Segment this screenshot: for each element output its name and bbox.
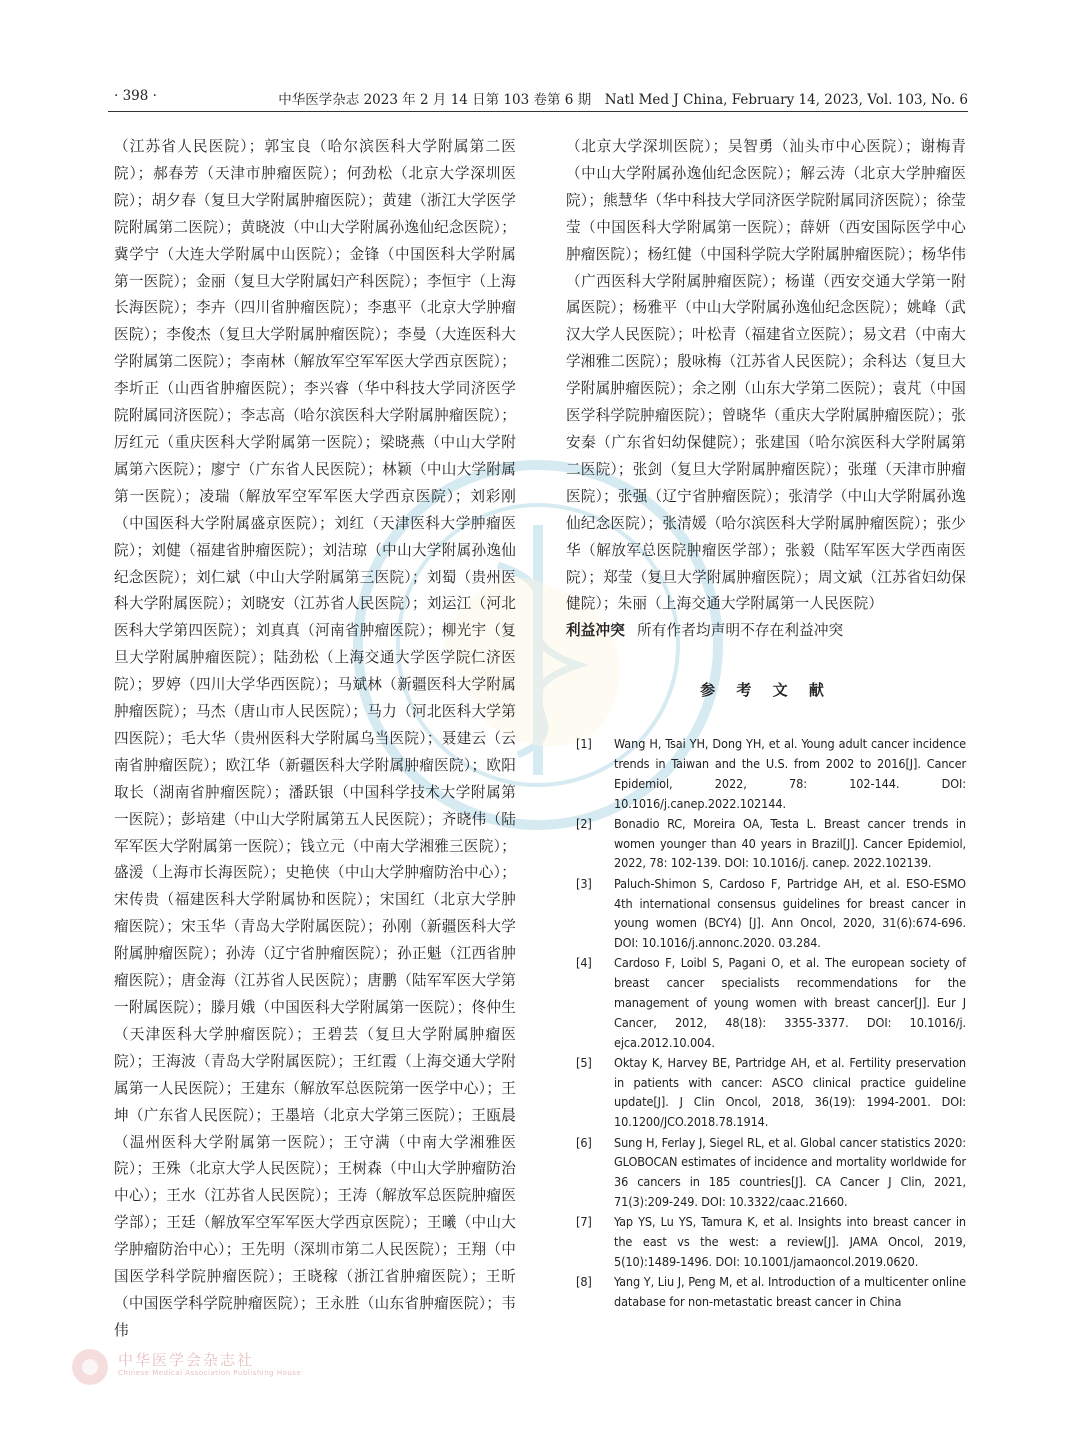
reference-text: Yang Y, Liu J, Peng M, et al. Introduction of a multicenter online database for non-metastatic breast cancer in China (614, 1274, 966, 1309)
reference-item (566, 734, 966, 813)
reference-item (566, 1272, 966, 1312)
reference-item (566, 1053, 966, 1132)
header-rule (108, 111, 968, 112)
reference-text: Yap YS, Lu YS, Tamura K, et al. Insights into breast cancer in the east vs the west: a review[J]. JAMA Oncol, 2019, 5(10):1489-1496. DOI: 10.1001/jamaoncol.2019.0620. (614, 1214, 966, 1269)
page-header (108, 86, 968, 110)
reference-number: [8] (576, 1274, 592, 1290)
running-title: 中华医学杂志 2023 年 2 月 14 日第 103 卷第 6 期 Natl Med J China, February 14, 2023, Vol. 103, No. 6 (278, 92, 968, 108)
reference-number: [6] (576, 1134, 592, 1150)
references-title: 参 考 文 献 (700, 681, 832, 700)
reference-item (566, 814, 966, 873)
publisher-footer (70, 1347, 490, 1387)
reference-item (566, 1133, 966, 1212)
reference-text: Bonadio RC, Moreira OA, Testa L. Breast cancer trends in women younger than 40 years in Brazil[J]. Cancer Epidemiol, 2022, 78: 102-139. DOI: 10.1016/j. canep. 2022.102139. (614, 815, 966, 871)
reference-number: [7] (576, 1214, 592, 1230)
reference-text: Oktay K, Harvey BE, Partridge AH, et al. Fertility preservation in patients with cancer: ASCO clinical practice guideline update[J]. J Clin Oncol, 2018, 36(19): 1994-2001. DOI: 10.1200/JCO.2018.78.1914. (614, 1054, 966, 1130)
reference-list (566, 734, 966, 1312)
reference-number: [2] (576, 815, 592, 831)
reference-number: [1] (576, 736, 592, 752)
publisher-english-name: Chinese Medical Association Publishing House (118, 1369, 302, 1377)
contributor-list-right: （北京大学深圳医院）；吴智勇（汕头市中心医院）；谢梅青（中山大学附属孙逸仙纪念医院）；解云涛（北京大学肿瘤医院）；熊慧华（华中科技大学同济医学院附属同济医院）；徐莹莹（中国医科大学附属第一医院）；薛妍（西安国际医学中心肿瘤医院）；杨红健（中国科学院大学附属肿瘤医院）；杨华伟（广西医科大学附属肿瘤医院）；杨谨（西安交通大学第一附属医院）；杨雅平（中山大学附属孙逸仙纪念医院）；姚峰（武汉大学人民医院）；叶松青（福建省立医院）；易文君（中南大学湘雅二医院）；殷咏梅（江苏省人民医院）；余科达（复旦大学附属肿瘤医院）；余之刚（山东大学第二医院）；袁芃（中国医学科学院肿瘤医院）；曾晓华（重庆大学附属肿瘤医院）；张安秦（广东省妇幼保健院）；张建国（哈尔滨医科大学附属第二医院）；张剑（复旦大学附属肿瘤医院）；张瑾（天津市肿瘤医院）；张强（辽宁省肿瘤医院）；张清学（中山大学附属孙逸仙纪念医院）；张清媛（哈尔滨医科大学附属肿瘤医院）；张少华（解放军总医院肿瘤医学部）；张毅（陆军军医大学西南医院）；郑莹（复旦大学附属肿瘤医院）；周文斌（江苏省妇幼保健院）；朱丽（上海交通大学附属第一人民医院） (566, 138, 966, 613)
left-column (114, 134, 516, 1345)
reference-text: Sung H, Ferlay J, Siegel RL, et al. Global cancer statistics 2020: GLOBOCAN estimates of incidence and mortality worldwide for 36 cancers in 185 countries[J]. CA Cancer J Clin, 2021, 71(3):209-249. DOI: 10.3322/caac.21660. (614, 1134, 966, 1209)
reference-number: [3] (576, 875, 592, 891)
right-column (566, 134, 966, 1312)
page-number: · 398 · (114, 88, 157, 104)
conflict-of-interest-text: 所有作者均声明不存在利益冲突 (636, 622, 844, 640)
reference-item (566, 1212, 966, 1271)
contributor-list-left: （江苏省人民医院）；郭宝良（哈尔滨医科大学附属第二医院）；郝春芳（天津市肿瘤医院）；何劲松（北京大学深圳医院）；胡夕春（复旦大学附属肿瘤医院）；黄建（浙江大学医学院附属第二医院）；黄晓波（中山大学附属孙逸仙纪念医院）；冀学宁（大连大学附属中山医院）；金锋（中国医科大学附属第一医院）；金丽（复旦大学附属妇产科医院）；李恒宇（上海长海医院）；李卉（四川省肿瘤医院）；李惠平（北京大学肿瘤医院）；李俊杰（复旦大学附属肿瘤医院）；李曼（大连医科大学附属第二医院）；李南林（解放军空军军医大学西京医院）；李圻正（山西省肿瘤医院）；李兴睿（华中科技大学同济医学院附属同济医院）；李志高（哈尔滨医科大学附属肿瘤医院）；厉红元（重庆医科大学附属第一医院）；梁晓燕（中山大学附属第六医院）；廖宁（广东省人民医院）；林颖（中山大学附属第一医院）；凌瑞（解放军空军军医大学西京医院）；刘彩刚（中国医科大学附属盛京医院）；刘红（天津医科大学肿瘤医院）；刘健（福建省肿瘤医院）；刘洁琼（中山大学附属孙逸仙纪念医院）；刘仁斌（中山大学附属第三医院）；刘蜀（贵州医科大学附属医院）；刘晓安（江苏省人民医院）；刘运江（河北医科大学第四医院）；刘真真（河南省肿瘤医院）；柳光宇（复旦大学附属肿瘤医院）；陆劲松（上海交通大学医学院仁济医院）；罗婷（四川大学华西医院）；马斌林（新疆医科大学附属肿瘤医院）；马杰（唐山市人民医院）；马力（河北医科大学第四医院）；毛大华（贵州医科大学附属乌当医院）；聂建云（云南省肿瘤医院）；欧江华（新疆医科大学附属肿瘤医院）；欧阳取长（湖南省肿瘤医院）；潘跃银（中国科学技术大学附属第一医院）；彭培建（中山大学附属第五人民医院）；齐晓伟（陆军军医大学附属第一医院）；钱立元（中南大学湘雅三医院）；盛湲（上海市长海医院）；史艳侠（中山大学肿瘤防治中心）；宋传贵（福建医科大学附属协和医院）；宋国红（北京大学肿瘤医院）；宋玉华（青岛大学附属医院）；孙刚（新疆医科大学附属肿瘤医院）；孙涛（辽宁省肿瘤医院）；孙正魁（江西省肿瘤医院）；唐金海（江苏省人民医院）；唐鹏（陆军军医大学第一附属医院）；滕月娥（中国医科大学附属第一医院）；佟仲生（天津医科大学肿瘤医院）；王碧芸（复旦大学附属肿瘤医院）；王海波（青岛大学附属医院）；王红霞（上海交通大学附属第一人民医院）；王建东（解放军总医院第一医学中心）；王坤（广东省人民医院）；王墨培（北京大学第三医院）；王瓯晨（温州医科大学附属第一医院）；王守满（中南大学湘雅医院）；王殊（北京大学人民医院）；王树森（中山大学肿瘤防治中心）；王水（江苏省人民医院）；王涛（解放军总医院肿瘤医学部）；王廷（解放军空军军医大学西京医院）；王曦（中山大学肿瘤防治中心）；王先明（深圳市第二人民医院）；王翔（中国医学科学院肿瘤医院）；王晓稼（浙江省肿瘤医院）；王昕（中国医学科学院肿瘤医院）；王永胜（山东省肿瘤医院）；韦伟 (114, 138, 516, 1339)
reference-item (566, 953, 966, 1052)
conflict-of-interest (566, 618, 966, 645)
reference-item (566, 874, 966, 953)
reference-number: [5] (576, 1054, 592, 1070)
reference-text: Cardoso F, Loibl S, Pagani O, et al. The european society of breast cancer specialists recommendations for the management of young women with breast cancer[J]. Eur J Cancer, 2012, 48(18): 3355-3377. DOI: 10.1016/j. ejca.2012.10.004. (614, 955, 966, 1050)
reference-number: [4] (576, 955, 592, 971)
conflict-of-interest-label: 利益冲突 (566, 622, 625, 640)
reference-text: Wang H, Tsai YH, Dong YH, et al. Young adult cancer incidence trends in Taiwan and the U.S. from 2002 to 2016[J]. Cancer Epidemiol, 2022, 78: 102-144. DOI: 10.1016/j.canep.2022.102144. (614, 736, 966, 811)
publisher-logo-icon (70, 1347, 110, 1387)
reference-text: Paluch-Shimon S, Cardoso F, Partridge AH, et al. ESO-ESMO 4th international consensus guidelines for breast cancer in young women (BCY4) [J]. Ann Oncol, 2020, 31(6):674-696. DOI: 10.1016/j.annonc.2020. 03.284. (614, 875, 966, 951)
publisher-name: 中华医学会杂志社 (118, 1351, 255, 1369)
